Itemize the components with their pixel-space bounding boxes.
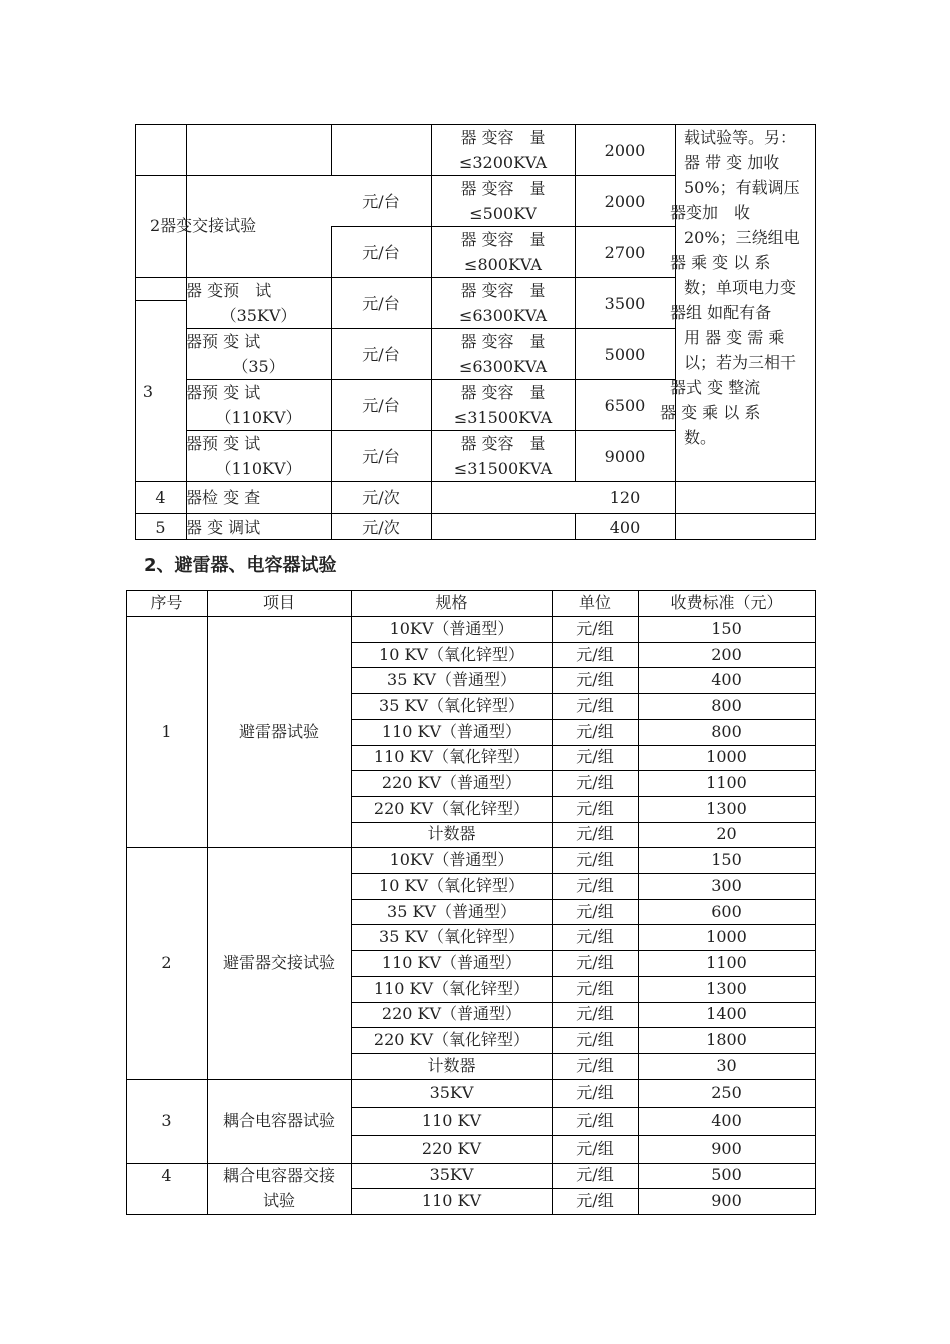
spec-cell: ≤31500KVA [453,408,553,427]
notes-line: 载试验等。另： [684,128,797,147]
unit-cell: 元/组 [576,695,614,715]
spec-cell: 10KV（普通型） [389,618,514,638]
item-cell: （110KV） [215,408,302,427]
item-cell: 器 变预 试 [186,281,272,300]
spec-cell: 器 变容 量 [460,179,546,198]
price-cell: 9000 [604,447,646,466]
price-cell: 400 [711,670,742,690]
unit-cell: 元/组 [576,875,614,895]
unit-cell: 元/组 [576,773,614,793]
notes-line: 数。 [684,428,717,447]
price-cell: 1000 [706,927,747,947]
spec-cell: ≤3200KVA [458,153,548,172]
item-cell: 器预 变 试 [186,383,261,402]
item-cell: （110KV） [215,459,302,478]
price-cell: 6500 [604,396,646,415]
table-header-cell: 收费标准（元） [670,593,783,612]
no-cell: 2 [161,952,172,972]
spec-cell: ≤6300KVA [458,306,548,325]
unit-cell: 元/次 [362,488,400,507]
price-cell: 900 [711,1191,742,1211]
spec-cell: 35 KV（普通型） [387,670,516,690]
notes-line: 用 器 变 需 乘 [684,328,785,347]
price-cell: 20 [716,824,737,844]
spec-cell: 35 KV（氧化锌型） [379,927,524,947]
item-cell: 器预 变 试 [186,332,261,351]
spec-cell: 110 KV（普通型） [381,721,522,741]
price-cell: 1300 [706,798,747,818]
no-cell: 3 [142,382,154,401]
price-cell: 1400 [706,1004,747,1024]
table-header-cell: 规格 [435,593,468,612]
price-cell: 2000 [604,141,646,160]
unit-cell: 元/组 [576,798,614,818]
price-cell: 150 [711,618,742,638]
price-cell: 400 [711,1110,742,1130]
notes-line: 以；若为三相干 [684,353,797,372]
unit-cell: 元/台 [362,345,400,364]
price-cell: 400 [609,518,641,537]
unit-cell: 元/组 [576,927,614,947]
spec-cell: 器 变容 量 [460,383,546,402]
spec-cell: 10KV（普通型） [389,850,514,870]
unit-cell: 元/组 [576,1165,614,1185]
spec-cell: ≤6300KVA [458,357,548,376]
item-cell: 器检 变 查 [186,488,261,507]
notes-line: 器变加 收 [670,203,751,222]
unit-cell: 元/组 [576,721,614,741]
table-header-cell: 单位 [578,593,611,612]
price-cell: 500 [711,1165,742,1185]
spec-cell: ≤800KVA [464,255,542,274]
spec-cell: 220 KV（氧化锌型） [373,1030,530,1050]
section-2-title: 2、避雷器、电容器试验 [144,555,337,576]
spec-cell: 35KV [429,1082,474,1102]
price-cell: 250 [711,1082,742,1102]
spec-cell: 110 KV（氧化锌型） [373,747,530,767]
no-cell: 5 [155,518,166,537]
item-cell: 避雷器试验 [238,721,319,741]
unit-cell: 元/台 [362,294,400,313]
item-cell: 2器变交接试验 [150,216,257,235]
price-cell: 150 [711,850,742,870]
spec-cell: 110 KV（普通型） [381,952,522,972]
no-cell: 4 [161,1165,172,1185]
unit-cell: 元/组 [576,824,614,844]
unit-cell: 元/组 [576,1110,614,1130]
unit-cell: 元/组 [576,1004,614,1024]
item-cell: 试验 [262,1190,295,1210]
unit-cell: 元/组 [576,1138,614,1158]
price-cell: 800 [711,721,742,741]
spec-cell: 10 KV（氧化锌型） [379,875,524,895]
spec-cell: 220 KV（普通型） [381,1004,522,1024]
unit-cell: 元/台 [362,447,400,466]
table-header-cell: 序号 [150,593,183,612]
spec-cell: 器 变容 量 [460,230,546,249]
price-cell: 2700 [604,243,646,262]
spec-cell: ≤31500KVA [453,459,553,478]
notes-line: 器 乘 变 以 系 [670,253,771,272]
notes-line: 器 带 变 加收 [684,153,780,172]
price-cell: 1800 [706,1030,747,1050]
item-cell: 器 变 调试 [186,518,261,537]
unit-cell: 元/组 [576,1191,614,1211]
unit-cell: 元/组 [576,952,614,972]
spec-cell: 220 KV [421,1138,482,1158]
price-cell: 1100 [706,773,747,793]
price-cell: 1000 [706,747,747,767]
price-cell: 300 [711,875,742,895]
unit-cell: 元/台 [362,396,400,415]
spec-cell: 220 KV（氧化锌型） [373,798,530,818]
no-cell: 1 [161,721,172,741]
spec-cell: 10 KV（氧化锌型） [379,644,524,664]
spec-cell: 器 变容 量 [460,332,546,351]
unit-cell: 元/组 [576,978,614,998]
table-header-cell: 项目 [262,593,295,612]
spec-cell: 35 KV（普通型） [387,901,516,921]
notes-line: 50%；有载调压 [684,178,800,197]
price-cell: 30 [716,1055,737,1075]
item-cell: 避雷器交接试验 [222,952,335,972]
spec-cell: 110 KV [421,1110,482,1130]
item-cell: 器预 变 试 [186,434,261,453]
spec-cell: 220 KV（普通型） [381,773,522,793]
unit-cell: 元/组 [576,1030,614,1050]
spec-cell: 器 变容 量 [460,128,546,147]
price-cell: 2000 [604,192,646,211]
price-cell: 120 [609,488,641,507]
spec-cell: 器 变容 量 [460,281,546,300]
notes-line: 20%；三绕组电 [684,228,800,247]
spec-cell: ≤500KV [469,204,537,223]
unit-cell: 元/组 [576,1082,614,1102]
notes-line: 器组 如配有备 [670,303,772,322]
notes-line: 器式 变 整流 [670,378,761,397]
price-cell: 1100 [706,952,747,972]
unit-cell: 元/组 [576,901,614,921]
price-cell: 3500 [604,294,646,313]
spec-cell: 110 KV（氧化锌型） [373,978,530,998]
unit-cell: 元/组 [576,850,614,870]
item-cell: （35） [232,357,285,376]
spec-cell: 计数器 [427,824,476,844]
price-cell: 900 [711,1138,742,1158]
price-cell: 800 [711,695,742,715]
price-cell: 200 [711,644,742,664]
item-cell: （35KV） [220,306,297,325]
spec-cell: 器 变容 量 [460,434,546,453]
unit-cell: 元/次 [362,518,400,537]
unit-cell: 元/组 [576,1055,614,1075]
unit-cell: 元/组 [576,670,614,690]
unit-cell: 元/组 [576,644,614,664]
price-cell: 5000 [604,345,646,364]
item-cell: 耦合电容器交接 [222,1165,335,1185]
no-cell: 4 [155,488,166,507]
unit-cell: 元/台 [362,243,400,262]
unit-cell: 元/台 [362,192,400,211]
notes-line: 器 变 乘 以 系 [660,403,761,422]
item-cell: 耦合电容器试验 [222,1110,335,1130]
no-cell: 3 [161,1110,172,1130]
notes-line: 数；单项电力变 [684,278,797,297]
unit-cell: 元/组 [576,618,614,638]
price-cell: 1300 [706,978,747,998]
spec-cell: 35 KV（氧化锌型） [379,695,524,715]
unit-cell: 元/组 [576,747,614,767]
spec-cell: 35KV [429,1165,474,1185]
spec-cell: 计数器 [427,1055,476,1075]
spec-cell: 110 KV [421,1191,482,1211]
price-cell: 600 [711,901,742,921]
